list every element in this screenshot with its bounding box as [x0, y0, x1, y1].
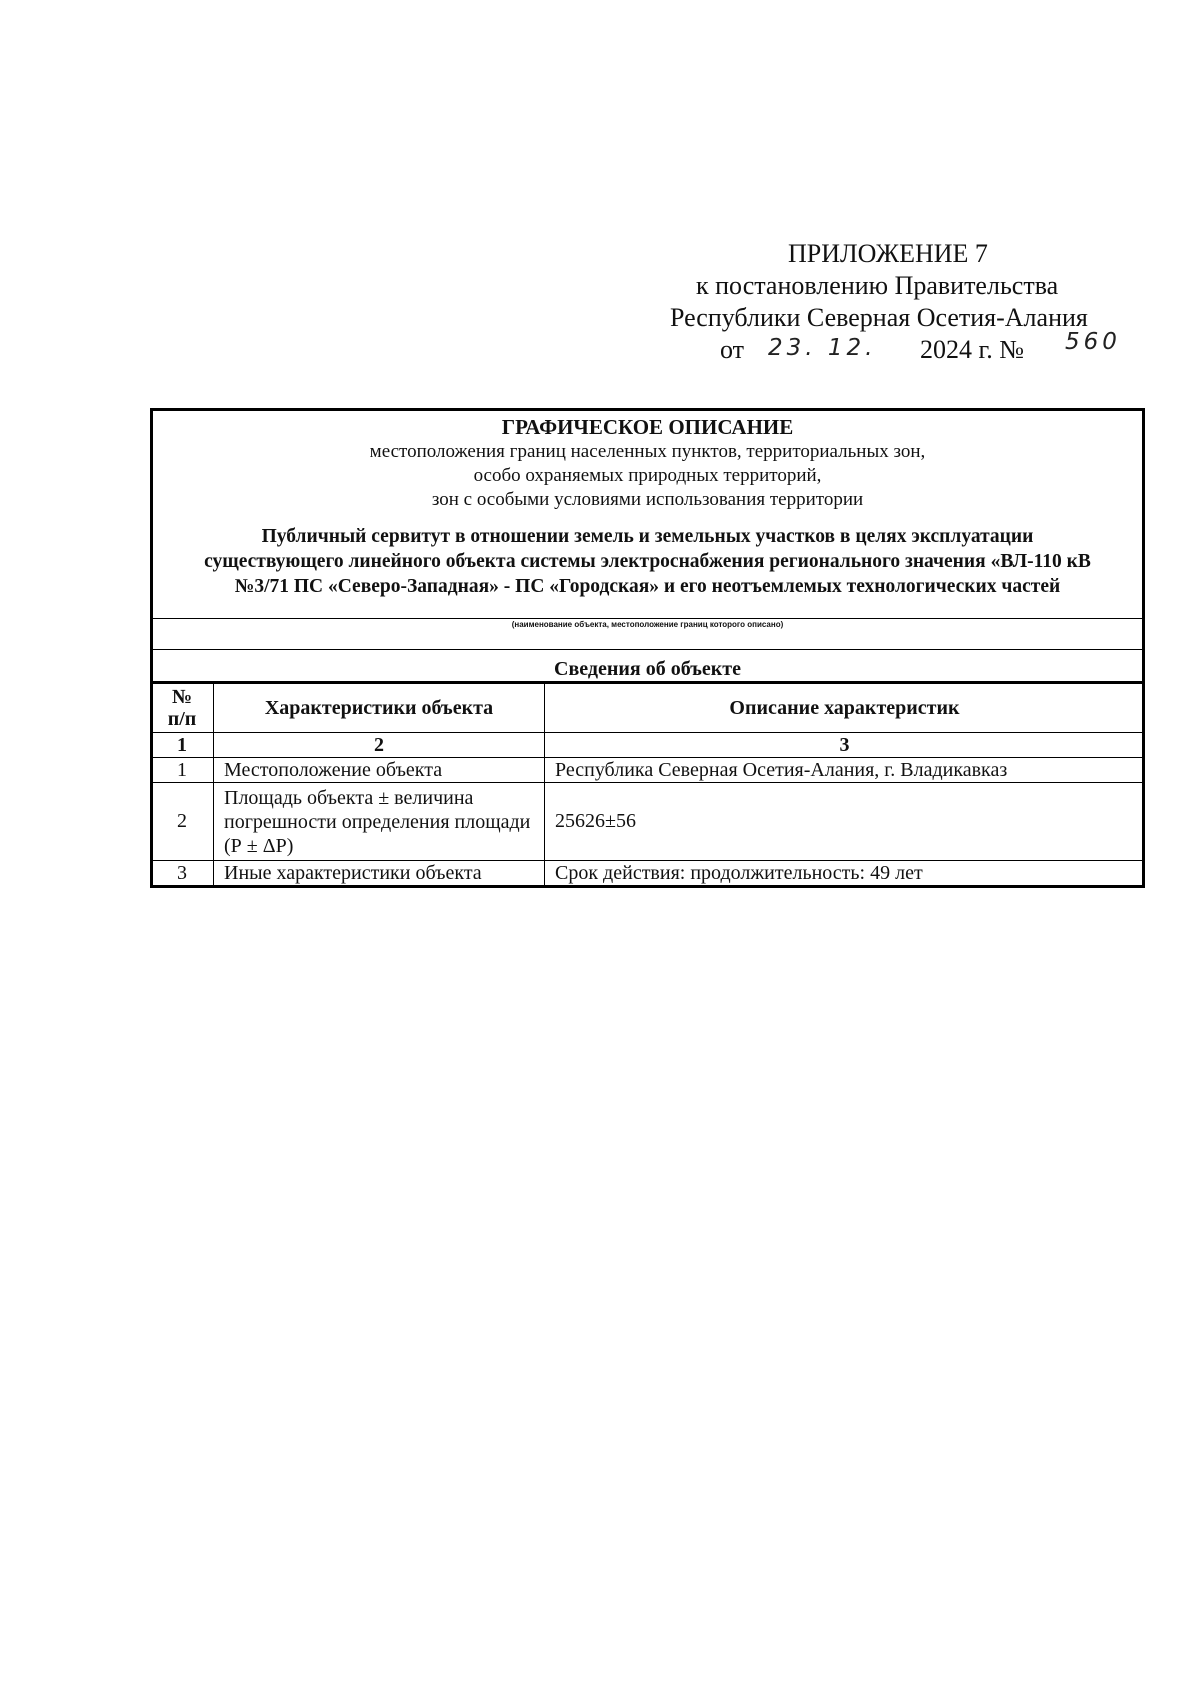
header-characteristic: Характеристики объекта — [214, 683, 545, 733]
description-heading — [153, 415, 1142, 599]
date-prefix: от — [720, 335, 745, 364]
table-row — [151, 783, 1145, 861]
appendix-line-government: Республики Северная Осетия-Алания — [670, 303, 1088, 332]
subtitle-line-3: зон с особыми условиями использования территории — [431, 489, 864, 510]
row-characteristic: Площадь объекта ± величина погрешности определения площади (Р ± ΔР) — [214, 783, 545, 861]
object-name-caption: (наименование объекта, местоположение границ которого описано) — [511, 620, 784, 629]
table-row — [151, 758, 1145, 783]
table-header-row — [151, 683, 1145, 733]
row-characteristic: Иные характеристики объекта — [214, 861, 545, 887]
object-name-underline — [151, 618, 1144, 619]
graphic-description-frame — [150, 408, 1145, 888]
subtitle-line-1: местоположения границ населенных пунктов, территориальных зон, — [369, 441, 926, 462]
table-row — [151, 861, 1145, 887]
appendix-title: ПРИЛОЖЕНИЕ 7 — [788, 239, 988, 268]
appendix-line-resolution: к постановлению Правительства — [696, 271, 1059, 300]
year-and-number-label: 2024 г. № — [920, 335, 1025, 364]
row-description: Срок действия: продолжительность: 49 лет — [545, 861, 1145, 887]
object-info-table — [150, 681, 1145, 888]
section-divider — [151, 649, 1144, 650]
appendix-date-line — [600, 329, 1160, 366]
handwritten-date: 23. 12. — [768, 335, 877, 361]
row-number: 2 — [151, 783, 214, 861]
column-number: 3 — [545, 733, 1145, 758]
document-title: ГРАФИЧЕСКОЕ ОПИСАНИЕ — [501, 415, 794, 439]
handwritten-number: 560 — [1065, 329, 1121, 355]
row-description: 25626±56 — [545, 783, 1145, 861]
row-description: Республика Северная Осетия-Алания, г. Владикавказ — [545, 758, 1145, 783]
column-number: 1 — [151, 733, 214, 758]
header-number: № п/п — [151, 683, 214, 733]
subtitle-line-2: особо охраняемых природных территорий, — [473, 465, 822, 486]
row-number: 1 — [151, 758, 214, 783]
header-description: Описание характеристик — [545, 683, 1145, 733]
column-number-row — [151, 733, 1145, 758]
row-characteristic: Местоположение объекта — [214, 758, 545, 783]
appendix-header — [600, 238, 1160, 366]
section-title: Сведения об объекте — [554, 658, 741, 680]
row-number: 3 — [151, 861, 214, 887]
object-name: Публичный сервитут в отношении земель и земельных участков в целях эксплуатации существующего линейного объекта системы электроснабжения регионального значения «ВЛ-110 кВ №3/71 ПС «Северо-Западная» - ПС «Городская» и его неотъемлемых технологических частей — [204, 526, 1091, 597]
column-number: 2 — [214, 733, 545, 758]
